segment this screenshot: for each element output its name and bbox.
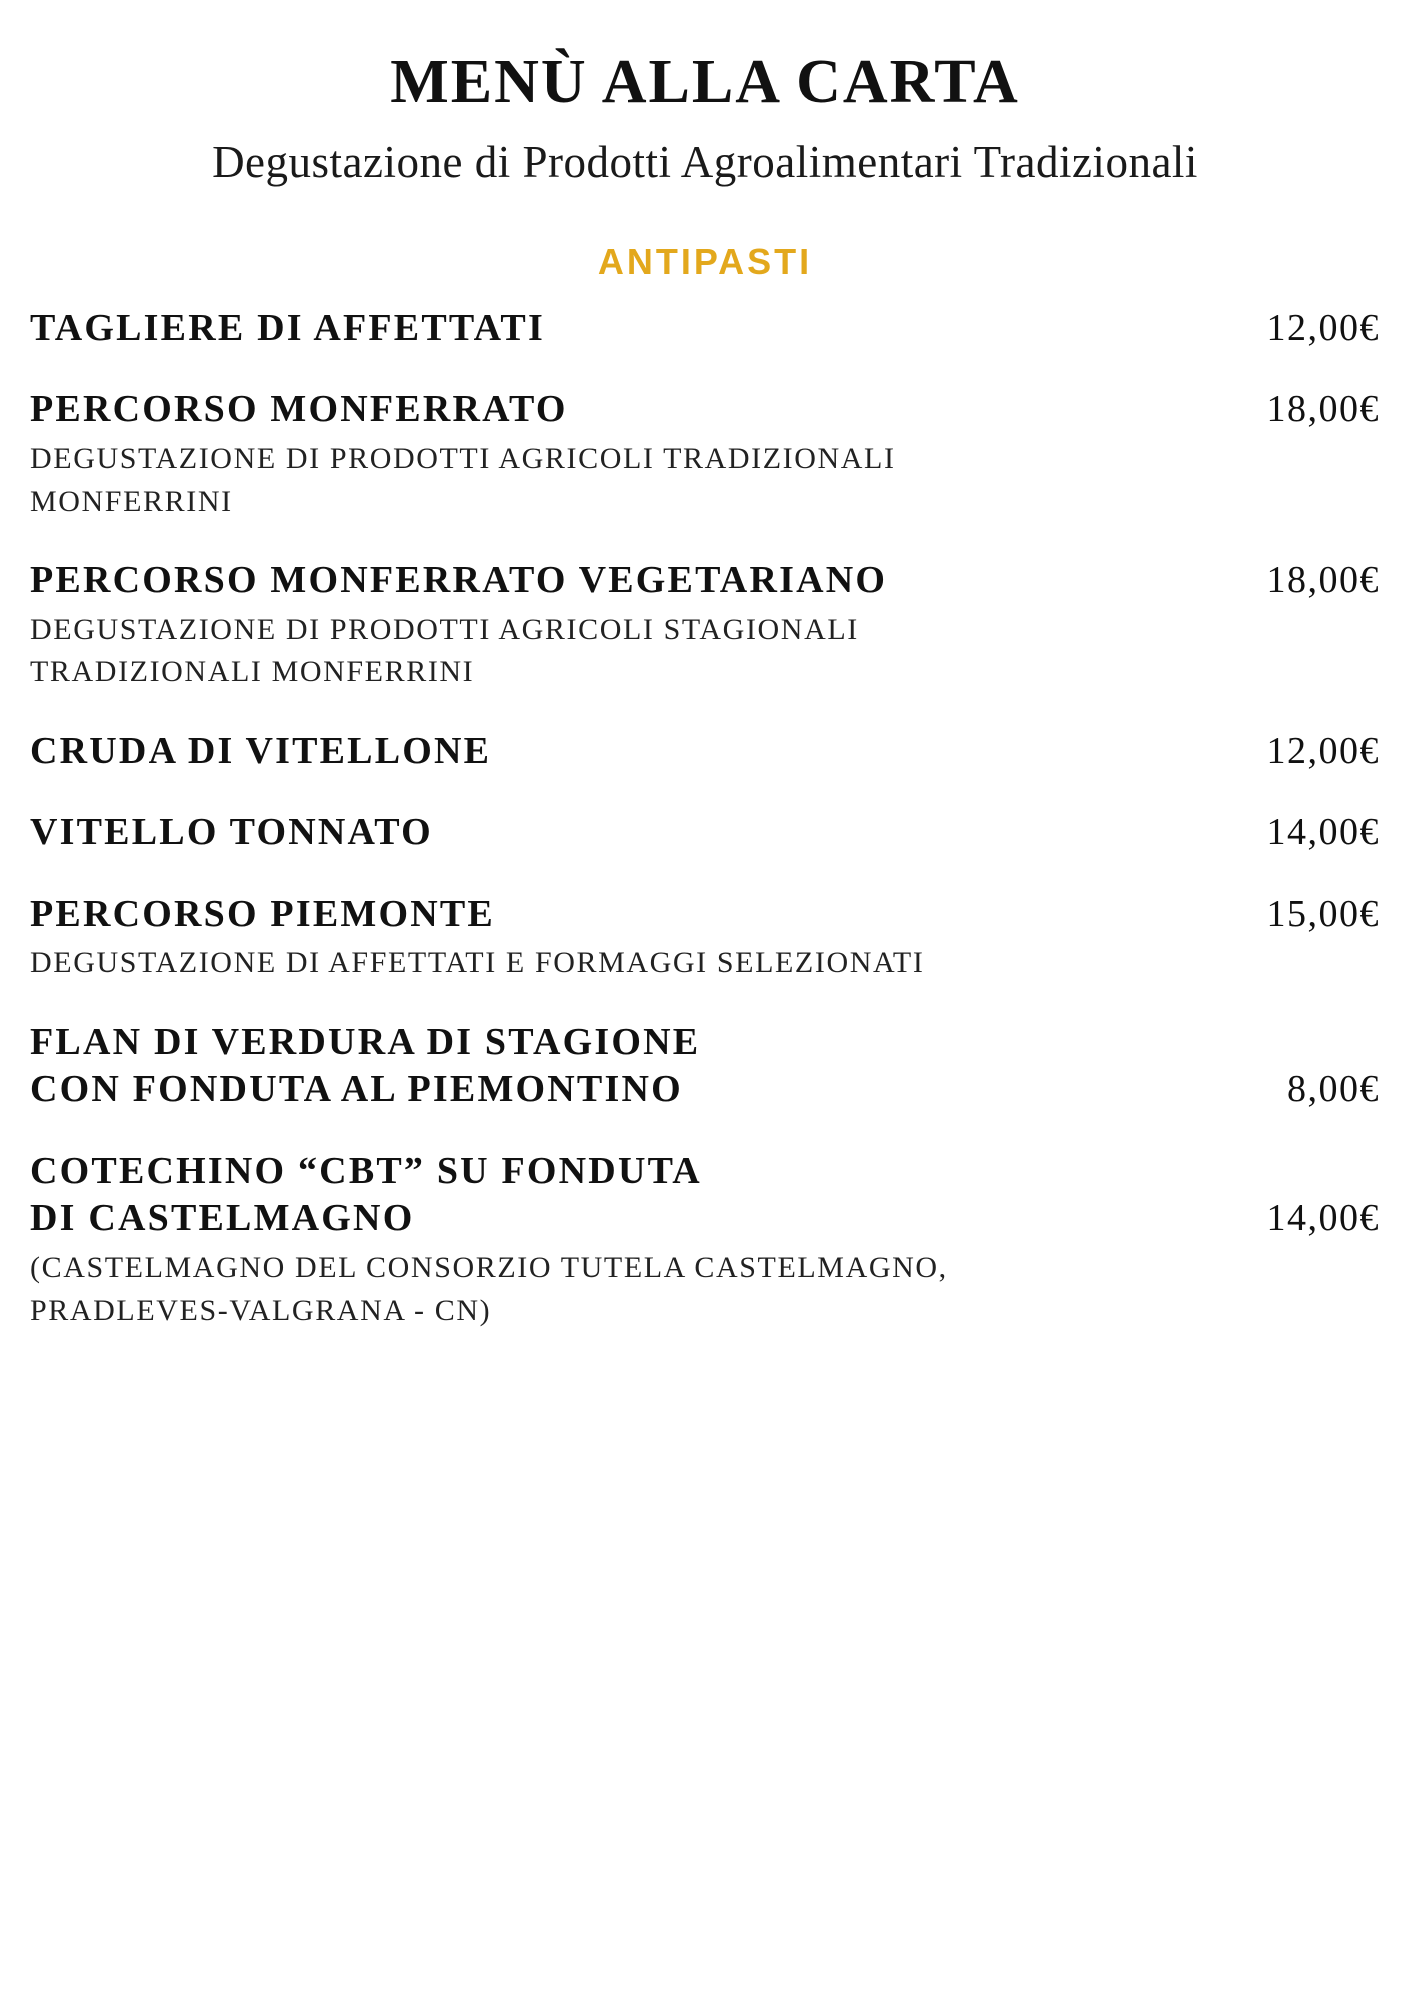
menu-item xyxy=(30,557,1380,694)
menu-item-row xyxy=(30,386,1380,434)
menu-item-row-continued xyxy=(30,1195,1380,1243)
menu-item-name: PERCORSO PIEMONTE xyxy=(30,892,495,935)
menu-item-price: 12,00€ xyxy=(1266,306,1380,349)
menu-item-row xyxy=(30,557,1380,605)
menu-item-row xyxy=(30,1148,1380,1196)
menu-item-name-line2: CON FONDUTA AL PIEMONTINO xyxy=(30,1068,683,1111)
menu-item-name: PERCORSO MONFERRATO xyxy=(30,388,568,431)
menu-item-price: 8,00€ xyxy=(1287,1068,1380,1111)
menu-item-row-continued xyxy=(30,1066,1380,1114)
menu-item xyxy=(30,891,1380,985)
menu-item xyxy=(30,1019,1380,1114)
menu-item-price: 12,00€ xyxy=(1266,729,1380,772)
menu-item-name-line2: DI CASTELMAGNO xyxy=(30,1197,415,1240)
menu-item-name: COTECHINO “CBT” SU FONDUTA xyxy=(30,1149,702,1192)
menu-item-description: DEGUSTAZIONE DI PRODOTTI AGRICOLI TRADIZIONALI MONFERRINI xyxy=(30,441,896,518)
menu-item-row xyxy=(30,891,1380,939)
menu-item-description: DEGUSTAZIONE DI AFFETTATI E FORMAGGI SELEZIONATI xyxy=(30,946,925,980)
menu-item-row xyxy=(30,809,1380,857)
menu-item xyxy=(30,1148,1380,1332)
page-title: MENÙ ALLA CARTA xyxy=(390,48,1020,116)
menu-item xyxy=(30,386,1380,523)
menu-item-name: TAGLIERE DI AFFETTATI xyxy=(30,306,545,349)
menu-item xyxy=(30,305,1380,353)
menu-item-row xyxy=(30,728,1380,776)
menu-item-price: 18,00€ xyxy=(1266,388,1380,431)
menu-item-description: DEGUSTAZIONE DI PRODOTTI AGRICOLI STAGIONALI TRADIZIONALI MONFERRINI xyxy=(30,612,859,689)
section-heading-antipasti: ANTIPASTI xyxy=(597,240,813,282)
menu-item-list xyxy=(30,305,1380,1332)
page-subtitle: Degustazione di Prodotti Agroalimentari Tradizionali xyxy=(212,137,1198,188)
menu-item xyxy=(30,728,1380,776)
menu-item-name: CRUDA DI VITELLONE xyxy=(30,729,492,772)
menu-item-row xyxy=(30,1019,1380,1067)
menu-item xyxy=(30,809,1380,857)
menu-item-price: 14,00€ xyxy=(1266,811,1380,854)
menu-item-price: 18,00€ xyxy=(1266,559,1380,602)
menu-item-name: FLAN DI VERDURA DI STAGIONE xyxy=(30,1020,701,1063)
menu-item-price: 14,00€ xyxy=(1266,1197,1380,1240)
menu-item-name: PERCORSO MONFERRATO VEGETARIANO xyxy=(30,559,888,602)
menu-item-price: 15,00€ xyxy=(1266,892,1380,935)
menu-item-name: VITELLO TONNATO xyxy=(30,811,433,854)
menu-item-description: (CASTELMAGNO DEL CONSORZIO TUTELA CASTELMAGNO, PRADLEVES-VALGRANA - CN) xyxy=(30,1250,948,1327)
menu-item-row xyxy=(30,305,1380,353)
